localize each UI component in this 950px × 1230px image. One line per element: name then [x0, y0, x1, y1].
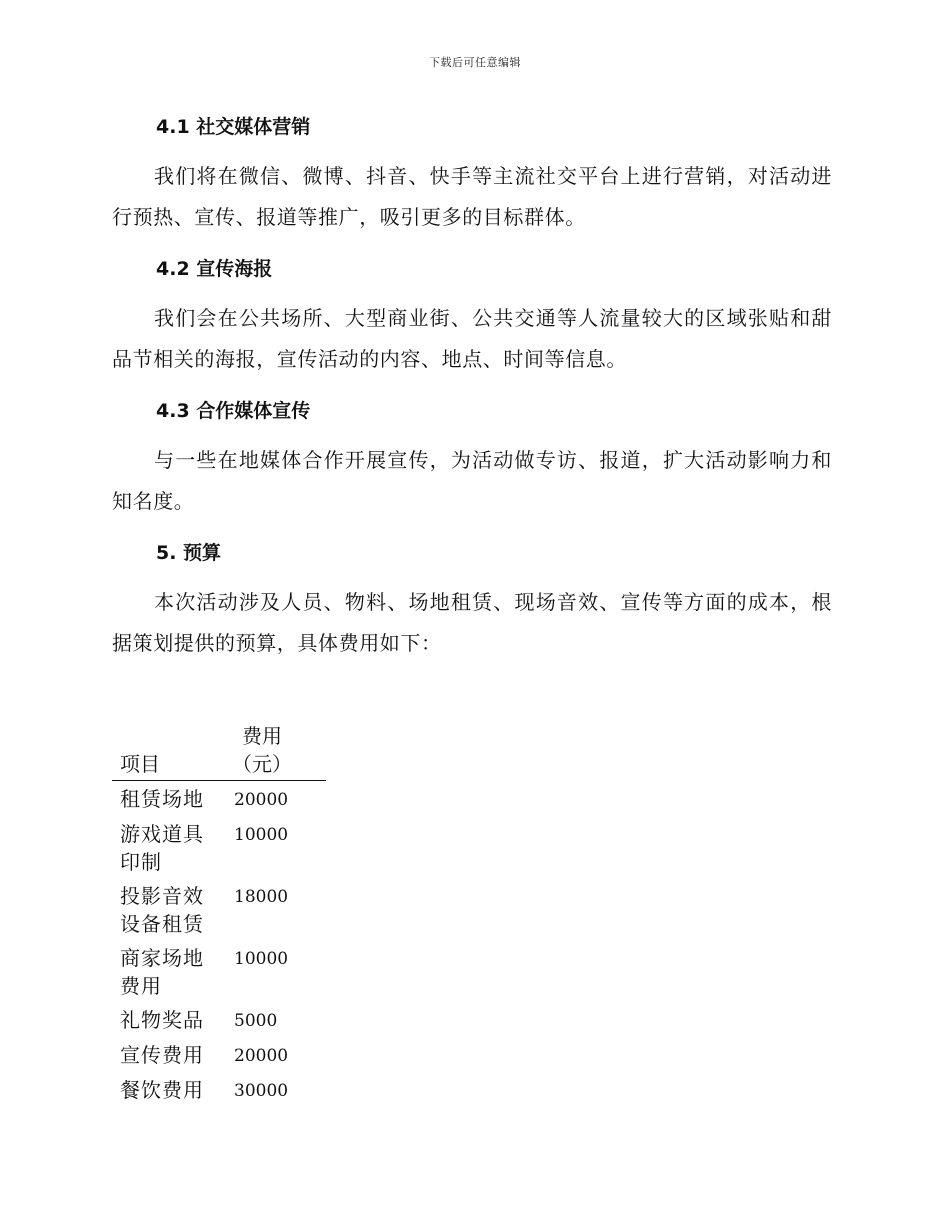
table-cell-item: 投影音效设备租赁	[120, 884, 204, 936]
section-heading-5: 5. 预算	[156, 542, 222, 564]
section-heading-4-3: 4.3 合作媒体宣传	[156, 400, 311, 422]
table-row	[112, 940, 326, 1002]
column-header-item: 项目	[112, 722, 218, 781]
table-cell-item: 游戏道具印制	[120, 822, 204, 874]
table-cell-item: 商家场地费用	[120, 946, 204, 998]
table-cell-fee: 18000	[234, 887, 289, 907]
column-header-fee	[218, 722, 326, 781]
table-cell-fee: 30000	[234, 1081, 289, 1101]
table-row	[112, 1072, 326, 1107]
table-row	[112, 1002, 326, 1037]
section-paragraph-5: 本次活动涉及人员、物料、场地租赁、现场音效、宣传等方面的成本，根据策划提供的预算，具体费用如下：	[112, 590, 832, 655]
table-cell-fee: 20000	[234, 790, 289, 810]
table-row	[112, 816, 326, 878]
column-header-fee-line1: 费用	[242, 724, 282, 748]
budget-table-header-row	[112, 722, 326, 781]
table-cell-fee: 10000	[234, 825, 289, 845]
table-cell-fee: 10000	[234, 949, 289, 969]
section-heading-4-2: 4.2 宣传海报	[156, 258, 273, 280]
table-cell-item: 餐饮费用	[120, 1078, 204, 1102]
section-paragraph-4-3: 与一些在地媒体合作开展宣传，为活动做专访、报道，扩大活动影响力和知名度。	[112, 448, 832, 513]
table-cell-item: 租赁场地	[120, 787, 204, 811]
table-cell-item: 宣传费用	[120, 1043, 204, 1067]
section-paragraph-4-1: 我们将在微信、微博、抖音、快手等主流社交平台上进行营销，对活动进行预热、宣传、报道等推广，吸引更多的目标群体。	[112, 164, 832, 229]
table-row	[112, 1037, 326, 1072]
document-body	[112, 112, 832, 680]
table-row	[112, 878, 326, 940]
table-cell-fee: 20000	[234, 1046, 289, 1066]
budget-table	[112, 722, 326, 1107]
section-paragraph-4-2: 我们会在公共场所、大型商业街、公共交通等人流量较大的区域张贴和甜品节相关的海报，宣传活动的内容、地点、时间等信息。	[112, 306, 832, 371]
table-cell-item: 礼物奖品	[120, 1008, 204, 1032]
header-note: 下载后可任意编辑	[429, 56, 521, 69]
table-row	[112, 781, 326, 817]
table-cell-fee: 5000	[234, 1011, 278, 1031]
column-header-fee-line2: （元）	[232, 752, 292, 776]
section-heading-4-1: 4.1 社交媒体营销	[156, 116, 311, 138]
